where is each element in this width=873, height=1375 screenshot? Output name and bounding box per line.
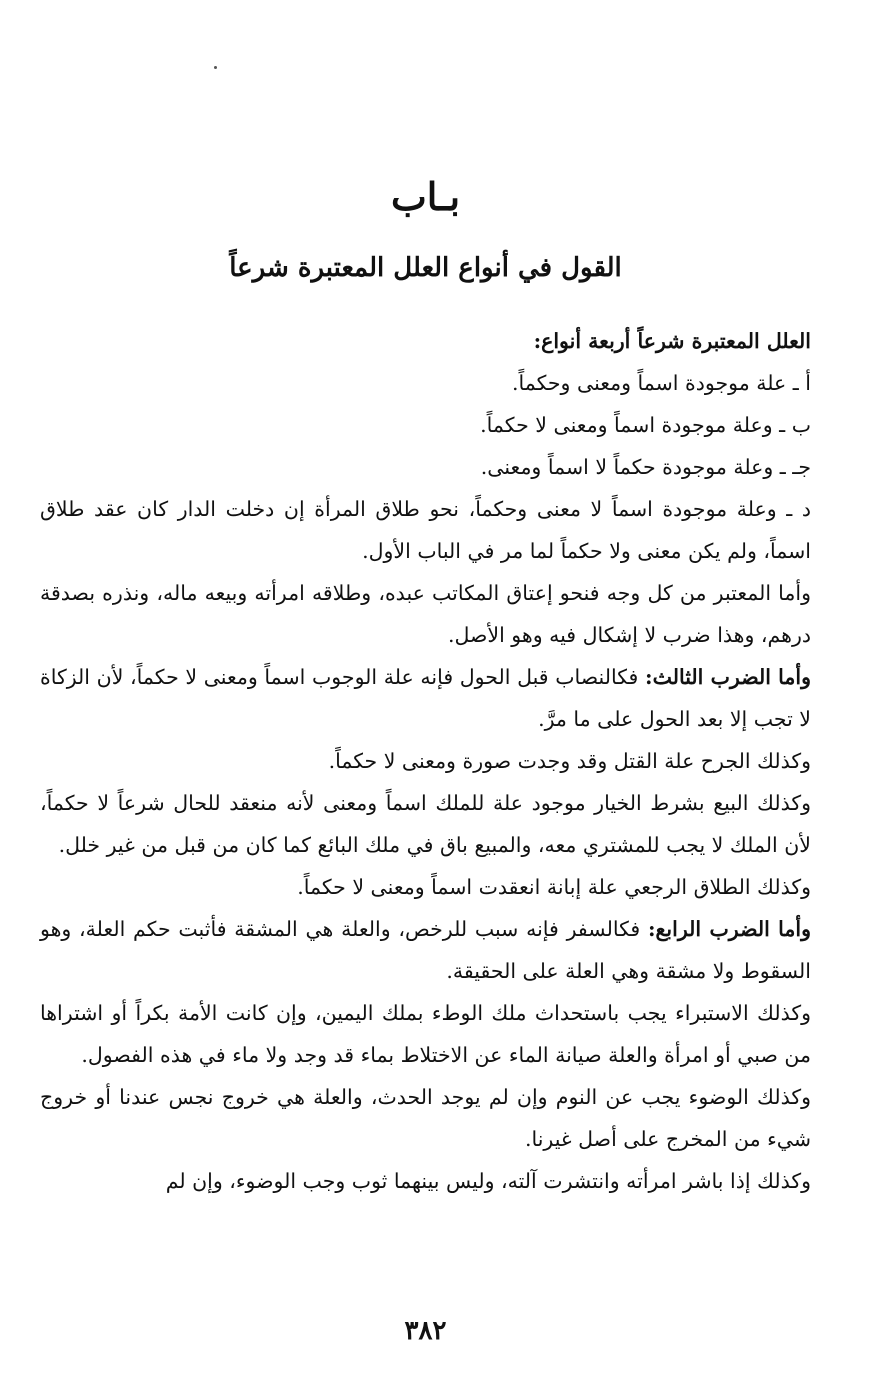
paragraph-wound: وكذلك الجرح علة القتل وقد وجدت صورة ومعنى لا حكماً. <box>328 749 811 773</box>
paragraph-first-type: وأما المعتبر من كل وجه فنحو إعتاق المكاتب عبده، وطلاقه امرأته وبيعه ماله، ونذره بصدقة درهم، وهذا ضرب لا إشكال فيه وهو الأصل. <box>40 581 811 647</box>
paragraph-istibra: وكذلك الاستبراء يجب باستحداث ملك الوطء بملك اليمين، وإن كانت الأمة بكراً أو اشتراها من صبي أو امرأة والعلة صيانة الماء عن الاختلاط بماء قد وجد ولا ماء في هذه الفصول. <box>40 1001 811 1067</box>
chapter-subtitle: القول في أنواع العلل المعتبرة شرعاً <box>229 253 622 283</box>
page-body <box>40 320 811 1202</box>
paragraph-revocable-divorce: وكذلك الطلاق الرجعي علة إبانة انعقدت اسماً ومعنى لا حكماً. <box>297 875 811 899</box>
fourth-type-text: فكالسفر فإنه سبب للرخص، والعلة هي المشقة فأثبت حكم العلة، وهو السقوط ولا مشقة وهي العلة على الحقيقة. <box>40 917 811 983</box>
third-type-heading: وأما الضرب الثالث: <box>645 665 811 689</box>
third-type-text: فكالنصاب قبل الحول فإنه علة الوجوب اسماً ومعنى لا حكماً، لأن الزكاة لا تجب إلا بعد الحول على ما مرَّ. <box>40 665 811 731</box>
intro-line: العلل المعتبرة شرعاً أربعة أنواع: <box>533 329 811 353</box>
paragraph-wudu-sleep: وكذلك الوضوء يجب عن النوم وإن لم يوجد الحدث، والعلة هي خروج نجس عندنا أو خروج شيء من المخرج على أصل غيرنا. <box>40 1085 811 1151</box>
list-item-a: أ ـ علة موجودة اسماً ومعنى وحكماً. <box>511 371 811 395</box>
list-item-d: د ـ وعلة موجودة اسماً لا معنى وحكماً، نحو طلاق المرأة إن دخلت الدار كان عقد طلاق اسماً، ولم يكن معنى ولا حكماً لما مر في الباب الأول. <box>40 497 811 563</box>
paragraph-fourth-type <box>40 908 811 992</box>
book-page <box>40 0 811 1375</box>
list-item-c: جـ ـ وعلة موجودة حكماً لا اسماً ومعنى. <box>480 455 811 479</box>
page-number: ٣٨٢ <box>404 1316 447 1346</box>
fourth-type-heading: وأما الضرب الرابع: <box>647 917 811 941</box>
paragraph-third-type <box>40 656 811 740</box>
list-item-b: ب ـ وعلة موجودة اسماً ومعنى لا حكماً. <box>480 413 811 437</box>
paragraph-wudu-contact: وكذلك إذا باشر امرأته وانتشرت آلته، وليس بينهما ثوب وجب الوضوء، وإن لم <box>165 1169 811 1193</box>
paragraph-sale-option: وكذلك البيع بشرط الخيار موجود علة للملك اسماً ومعنى لأنه منعقد للحال شرعاً لا حكماً، لأن الملك لا يجب للمشتري معه، والمبيع باق في ملك البائع كما كان من قبل من غير خلل. <box>40 791 811 857</box>
scan-speck <box>214 66 217 69</box>
chapter-title: بـاب <box>390 174 461 219</box>
